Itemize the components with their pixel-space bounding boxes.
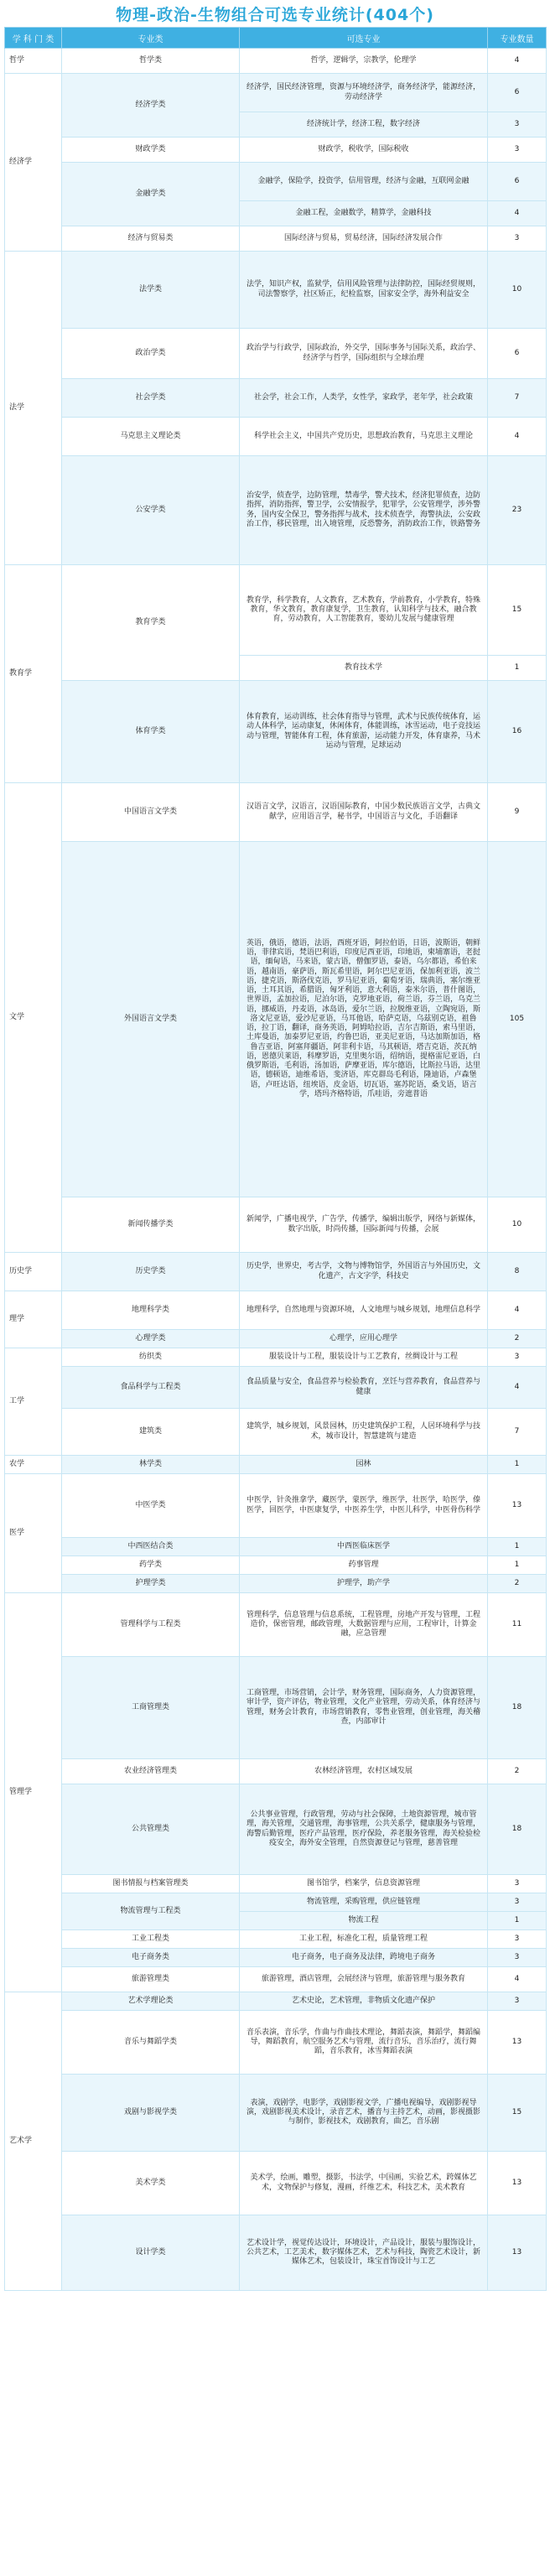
count-cell: 13 <box>488 2152 547 2215</box>
table-row <box>5 1875 547 1893</box>
count-cell: 3 <box>488 1930 547 1949</box>
count-cell: 10 <box>488 1197 547 1253</box>
count-cell: 16 <box>488 681 547 783</box>
subject-class-cell: 教育学类 <box>62 565 240 681</box>
count-cell: 2 <box>488 1330 547 1348</box>
table-row <box>5 74 547 112</box>
count-cell: 3 <box>488 138 547 163</box>
majors-cell: 表演，戏剧学，电影学，戏剧影视文学，广播电视编导，戏剧影视导演，戏剧影视美术设计，录音艺术，播音与主持艺术，动画，影视摄影与制作，影视技术，戏剧教育，曲艺，音乐剧 <box>240 2075 488 2152</box>
table-row <box>5 1367 547 1409</box>
count-cell: 9 <box>488 783 547 842</box>
majors-cell: 物流管理，采购管理，供应链管理 <box>240 1893 488 1912</box>
subject-class-cell: 新闻传播学类 <box>62 1197 240 1253</box>
count-cell: 7 <box>488 379 547 418</box>
header-subject-class: 专业类 <box>62 28 240 49</box>
subject-class-cell: 公共管理类 <box>62 1784 240 1875</box>
table-row <box>5 1556 547 1575</box>
table-row <box>5 1409 547 1456</box>
table-row <box>5 1291 547 1330</box>
count-cell: 3 <box>488 1992 547 2011</box>
table-row <box>5 2075 547 2152</box>
subject-class-cell: 马克思主义理论类 <box>62 418 240 456</box>
table-row <box>5 1967 547 1992</box>
majors-cell: 科学社会主义，中国共产党历史，思想政治教育，马克思主义理论 <box>240 418 488 456</box>
count-cell: 3 <box>488 226 547 252</box>
subject-class-cell: 经济学类 <box>62 74 240 138</box>
majors-cell: 哲学，逻辑学，宗教学，伦理学 <box>240 49 488 74</box>
table-body <box>5 49 547 2291</box>
count-cell: 8 <box>488 1253 547 1291</box>
subject-class-cell: 图书情报与档案管理类 <box>62 1875 240 1893</box>
majors-cell: 地理科学，自然地理与资源环境，人文地理与城乡规划，地理信息科学 <box>240 1291 488 1330</box>
majors-cell: 政治学与行政学，国际政治，外交学，国际事务与国际关系，政治学、经济学与哲学，国际组织与全球治理 <box>240 329 488 379</box>
majors-cell: 农林经济管理，农村区域发展 <box>240 1759 488 1784</box>
majors-cell: 电子商务，电子商务及法律，跨境电子商务 <box>240 1949 488 1967</box>
majors-cell: 服装设计与工程，服装设计与工艺教育，丝绸设计与工程 <box>240 1348 488 1367</box>
table-row <box>5 1593 547 1657</box>
majors-cell: 英语，俄语，德语，法语，西班牙语，阿拉伯语，日语，波斯语，朝鲜语，菲律宾语，梵语巴利语，印度尼西亚语，印地语，柬埔寨语，老挝语，缅甸语，马来语，蒙古语，僧伽罗语，泰语，乌尔都语，希伯来语，越南语，豪萨语，斯瓦希里语，阿尔巴尼亚语，保加利亚语，波兰语，捷克语，斯洛伐克语，罗马尼亚语，葡萄牙语，瑞典语，塞尔维亚语，土耳其语，希腊语，匈牙利语，意大利语，泰米尔语，普什图语，世界语，孟加拉语，尼泊尔语，克罗地亚语，荷兰语，芬兰语，乌克兰语，挪威语，丹麦语，冰岛语，爱尔兰语，拉脱维亚语，立陶宛语，斯洛文尼亚语，爱沙尼亚语，马耳他语，哈萨克语，乌兹别克语，祖鲁语，拉丁语，翻译，商务英语，阿姆哈拉语，吉尔吉斯语，索马里语，土库曼语，加泰罗尼亚语，约鲁巴语，亚美尼亚语，马达加斯加语，格鲁吉亚语，阿塞拜疆语，阿非利卡语，马其顿语，塔吉克语，茨瓦纳语，恩德贝莱语，科摩罗语，克里奥尔语，绍纳语，提格雷尼亚语，白俄罗斯语，毛利语，汤加语，萨摩亚语，库尔德语，比斯拉马语，达里语，德顿语，迪维希语，斐济语，库克群岛毛利语，隆迪语，卢森堡语，卢旺达语，纽埃语，皮金语，切瓦语，塞苏陀语，桑戈语，语言学，塔玛齐格特语，爪哇语，旁遮普语 <box>240 842 488 1197</box>
count-cell: 7 <box>488 1409 547 1456</box>
category-cell: 农学 <box>5 1456 62 1474</box>
table-row <box>5 1893 547 1912</box>
majors-cell: 管理科学，信息管理与信息系统，工程管理，房地产开发与管理，工程造价，保密管理，邮政管理，大数据管理与应用，工程审计，计算金融，应急管理 <box>240 1593 488 1657</box>
table-row <box>5 1330 547 1348</box>
count-cell: 1 <box>488 1912 547 1930</box>
table-row <box>5 49 547 74</box>
subject-class-cell: 纺织类 <box>62 1348 240 1367</box>
subject-class-cell: 农业经济管理类 <box>62 1759 240 1784</box>
category-cell: 艺术学 <box>5 1992 62 2291</box>
majors-cell: 食品质量与安全，食品营养与检验教育，烹饪与营养教育，食品营养与健康 <box>240 1367 488 1409</box>
majors-cell: 公共事业管理，行政管理，劳动与社会保障，土地资源管理，城市管理，海关管理，交通管理，海事管理，公共关系学，健康服务与管理，海警后勤管理，医疗产品管理，医疗保险，养老服务管理，海关检验检疫安全，海外安全管理，自然资源登记与管理，慈善管理 <box>240 1784 488 1875</box>
category-cell: 工学 <box>5 1348 62 1456</box>
subject-class-cell: 工商管理类 <box>62 1657 240 1759</box>
table-row <box>5 1474 547 1538</box>
header-count: 专业数量 <box>488 28 547 49</box>
subject-class-cell: 政治学类 <box>62 329 240 379</box>
subject-class-cell: 中国语言文学类 <box>62 783 240 842</box>
table-row <box>5 163 547 201</box>
table-row <box>5 1538 547 1556</box>
table-row <box>5 1992 547 2011</box>
subject-class-cell: 食品科学与工程类 <box>62 1367 240 1409</box>
count-cell: 3 <box>488 1893 547 1912</box>
majors-cell: 治安学，侦查学，边防管理，禁毒学，警犬技术，经济犯罪侦查，边防指挥，消防指挥，警卫学，公安情报学，犯罪学，公安管理学，涉外警务，国内安全保卫，警务指挥与战术，技术侦查学，海警执法，公安政治工作，移民管理，出入境管理，反恐警务，消防政治工作，铁路警务 <box>240 456 488 565</box>
table-row <box>5 783 547 842</box>
subject-class-cell: 公安学类 <box>62 456 240 565</box>
subject-class-cell: 心理学类 <box>62 1330 240 1348</box>
majors-cell: 中医学，针灸推拿学，藏医学，蒙医学，维医学，壮医学，哈医学，傣医学，回医学，中医康复学，中医养生学，中医儿科学，中医骨伤科学 <box>240 1474 488 1538</box>
subject-class-cell: 物流管理与工程类 <box>62 1893 240 1930</box>
table-row <box>5 842 547 1197</box>
majors-cell: 工业工程，标准化工程，质量管理工程 <box>240 1930 488 1949</box>
subject-class-cell: 林学类 <box>62 1456 240 1474</box>
majors-cell: 艺术史论，艺术管理，非物质文化遗产保护 <box>240 1992 488 2011</box>
count-cell: 1 <box>488 656 547 681</box>
majors-cell: 金融工程，金融数学，精算学，金融科技 <box>240 201 488 226</box>
page-title: 物理-政治-生物组合可选专业统计(404个) <box>116 5 434 24</box>
majors-cell: 体育教育，运动训练，社会体育指导与管理，武术与民族传统体育，运动人体科学，运动康复，休闲体育，体能训练，冰雪运动，电子竞技运动与管理，智能体育工程，体育旅游，运动能力开发，体育康养，马术运动与管理，足球运动 <box>240 681 488 783</box>
table-row <box>5 1930 547 1949</box>
category-cell: 经济学 <box>5 74 62 252</box>
count-cell: 6 <box>488 329 547 379</box>
category-cell: 法学 <box>5 252 62 565</box>
header-majors: 可选专业 <box>240 28 488 49</box>
count-cell: 105 <box>488 842 547 1197</box>
count-cell: 13 <box>488 2215 547 2291</box>
majors-cell: 旅游管理，酒店管理，会展经济与管理，旅游管理与服务教育 <box>240 1967 488 1992</box>
table-row <box>5 226 547 252</box>
majors-cell: 物流工程 <box>240 1912 488 1930</box>
subject-class-cell: 戏剧与影视学类 <box>62 2075 240 2152</box>
count-cell: 13 <box>488 2011 547 2075</box>
count-cell: 4 <box>488 418 547 456</box>
count-cell: 18 <box>488 1784 547 1875</box>
majors-cell: 汉语言文学，汉语言，汉语国际教育，中国少数民族语言文学，古典文献学，应用语言学，秘书学，中国语言与文化，手语翻译 <box>240 783 488 842</box>
subject-class-cell: 旅游管理类 <box>62 1967 240 1992</box>
table-row <box>5 1456 547 1474</box>
subject-class-cell: 经济与贸易类 <box>62 226 240 252</box>
count-cell: 2 <box>488 1759 547 1784</box>
majors-cell: 艺术设计学，视觉传达设计，环境设计，产品设计，服装与服饰设计，公共艺术，工艺美术，数字媒体艺术，艺术与科技，陶瓷艺术设计，新媒体艺术，包装设计，珠宝首饰设计与工艺 <box>240 2215 488 2291</box>
majors-cell: 药事管理 <box>240 1556 488 1575</box>
table-header-row <box>5 28 547 49</box>
majors-cell: 财政学，税收学，国际税收 <box>240 138 488 163</box>
subject-class-cell: 药学类 <box>62 1556 240 1575</box>
majors-cell: 社会学，社会工作，人类学，女性学，家政学，老年学，社会政策 <box>240 379 488 418</box>
majors-cell: 美术学，绘画，雕塑，摄影，书法学，中国画，实验艺术，跨媒体艺术，文物保护与修复，漫画，纤维艺术，科技艺术，美术教育 <box>240 2152 488 2215</box>
category-cell: 文学 <box>5 783 62 1253</box>
majors-cell: 心理学，应用心理学 <box>240 1330 488 1348</box>
subject-class-cell: 体育学类 <box>62 681 240 783</box>
count-cell: 3 <box>488 1875 547 1893</box>
majors-cell: 经济学，国民经济管理，资源与环境经济学，商务经济学，能源经济，劳动经济学 <box>240 74 488 112</box>
subject-class-cell: 地理科学类 <box>62 1291 240 1330</box>
count-cell: 18 <box>488 1657 547 1759</box>
table-row <box>5 2215 547 2291</box>
count-cell: 1 <box>488 1456 547 1474</box>
count-cell: 4 <box>488 1967 547 1992</box>
majors-cell: 中西医临床医学 <box>240 1538 488 1556</box>
table-row <box>5 1784 547 1875</box>
subject-class-cell: 艺术学理论类 <box>62 1992 240 2011</box>
table-row <box>5 1759 547 1784</box>
table-row <box>5 2011 547 2075</box>
count-cell: 15 <box>488 565 547 656</box>
majors-cell: 园林 <box>240 1456 488 1474</box>
majors-cell: 法学，知识产权，监狱学，信用风险管理与法律防控，国际经贸规则，司法警察学，社区矫正，纪检监察，国家安全学，海外利益安全 <box>240 252 488 329</box>
subject-class-cell: 建筑类 <box>62 1409 240 1456</box>
subject-class-cell: 外国语言文学类 <box>62 842 240 1197</box>
table-row <box>5 1348 547 1367</box>
table-row <box>5 1949 547 1967</box>
table-row <box>5 681 547 783</box>
majors-cell: 教育技术学 <box>240 656 488 681</box>
majors-cell: 护理学，助产学 <box>240 1575 488 1593</box>
table-row <box>5 1657 547 1759</box>
count-cell: 23 <box>488 456 547 565</box>
table-row <box>5 329 547 379</box>
majors-cell: 金融学，保险学，投资学，信用管理，经济与金融，互联网金融 <box>240 163 488 201</box>
header-category: 学 科 门 类 <box>5 28 62 49</box>
count-cell: 13 <box>488 1474 547 1538</box>
category-cell: 哲学 <box>5 49 62 74</box>
table-row <box>5 565 547 656</box>
count-cell: 2 <box>488 1575 547 1593</box>
majors-cell: 历史学，世界史，考古学，文物与博物馆学，外国语言与外国历史，文化遗产，古文字学，科技史 <box>240 1253 488 1291</box>
table-row <box>5 1253 547 1291</box>
subject-class-cell: 中西医结合类 <box>62 1538 240 1556</box>
count-cell: 15 <box>488 2075 547 2152</box>
table-row <box>5 1575 547 1593</box>
category-cell: 理学 <box>5 1291 62 1348</box>
majors-cell: 国际经济与贸易，贸易经济，国际经济发展合作 <box>240 226 488 252</box>
table-row <box>5 379 547 418</box>
table-row <box>5 252 547 329</box>
subject-class-cell: 电子商务类 <box>62 1949 240 1967</box>
count-cell: 4 <box>488 1291 547 1330</box>
subject-class-cell: 管理科学与工程类 <box>62 1593 240 1657</box>
count-cell: 3 <box>488 1348 547 1367</box>
subject-class-cell: 工业工程类 <box>62 1930 240 1949</box>
count-cell: 4 <box>488 49 547 74</box>
subject-class-cell: 护理学类 <box>62 1575 240 1593</box>
subject-class-cell: 历史学类 <box>62 1253 240 1291</box>
majors-cell: 音乐表演，音乐学，作曲与作曲技术理论，舞蹈表演，舞蹈学，舞蹈编导，舞蹈教育，航空服务艺术与管理，流行音乐，音乐治疗，流行舞蹈，音乐教育，冰雪舞蹈表演 <box>240 2011 488 2075</box>
count-cell: 6 <box>488 163 547 201</box>
count-cell: 1 <box>488 1538 547 1556</box>
subject-class-cell: 中医学类 <box>62 1474 240 1538</box>
category-cell: 历史学 <box>5 1253 62 1291</box>
category-cell: 管理学 <box>5 1593 62 1992</box>
subject-class-cell: 音乐与舞蹈学类 <box>62 2011 240 2075</box>
count-cell: 6 <box>488 74 547 112</box>
majors-cell: 工商管理，市场营销，会计学，财务管理，国际商务，人力资源管理，审计学，资产评估，物业管理，文化产业管理，劳动关系，体育经济与管理，财务会计教育，市场营销教育，零售业管理，创业管理，海关稽查，内部审计 <box>240 1657 488 1759</box>
subject-class-cell: 财政学类 <box>62 138 240 163</box>
category-cell: 医学 <box>5 1474 62 1593</box>
count-cell: 11 <box>488 1593 547 1657</box>
table-row <box>5 418 547 456</box>
count-cell: 3 <box>488 112 547 138</box>
count-cell: 4 <box>488 201 547 226</box>
subject-class-cell: 美术学类 <box>62 2152 240 2215</box>
majors-cell: 图书馆学，档案学，信息资源管理 <box>240 1875 488 1893</box>
table-row <box>5 1197 547 1253</box>
count-cell: 4 <box>488 1367 547 1409</box>
majors-cell: 建筑学，城乡规划，风景园林，历史建筑保护工程，人居环境科学与技术，城市设计，智慧建筑与建造 <box>240 1409 488 1456</box>
majors-cell: 经济统计学，经济工程，数字经济 <box>240 112 488 138</box>
count-cell: 3 <box>488 1949 547 1967</box>
count-cell: 1 <box>488 1556 547 1575</box>
subject-class-cell: 设计学类 <box>62 2215 240 2291</box>
majors-cell: 教育学，科学教育，人文教育，艺术教育，学前教育，小学教育，特殊教育，华文教育，教育康复学，卫生教育，认知科学与技术，融合教育，劳动教育，人工智能教育，婴幼儿发展与健康管理 <box>240 565 488 656</box>
table-row <box>5 138 547 163</box>
majors-table <box>4 27 547 2291</box>
subject-class-cell: 社会学类 <box>62 379 240 418</box>
category-cell: 教育学 <box>5 565 62 783</box>
majors-cell: 新闻学，广播电视学，广告学，传播学，编辑出版学，网络与新媒体，数字出版，时尚传播，国际新闻与传播，会展 <box>240 1197 488 1253</box>
table-row <box>5 2152 547 2215</box>
count-cell: 10 <box>488 252 547 329</box>
subject-class-cell: 金融学类 <box>62 163 240 226</box>
subject-class-cell: 哲学类 <box>62 49 240 74</box>
table-row <box>5 456 547 565</box>
subject-class-cell: 法学类 <box>62 252 240 329</box>
